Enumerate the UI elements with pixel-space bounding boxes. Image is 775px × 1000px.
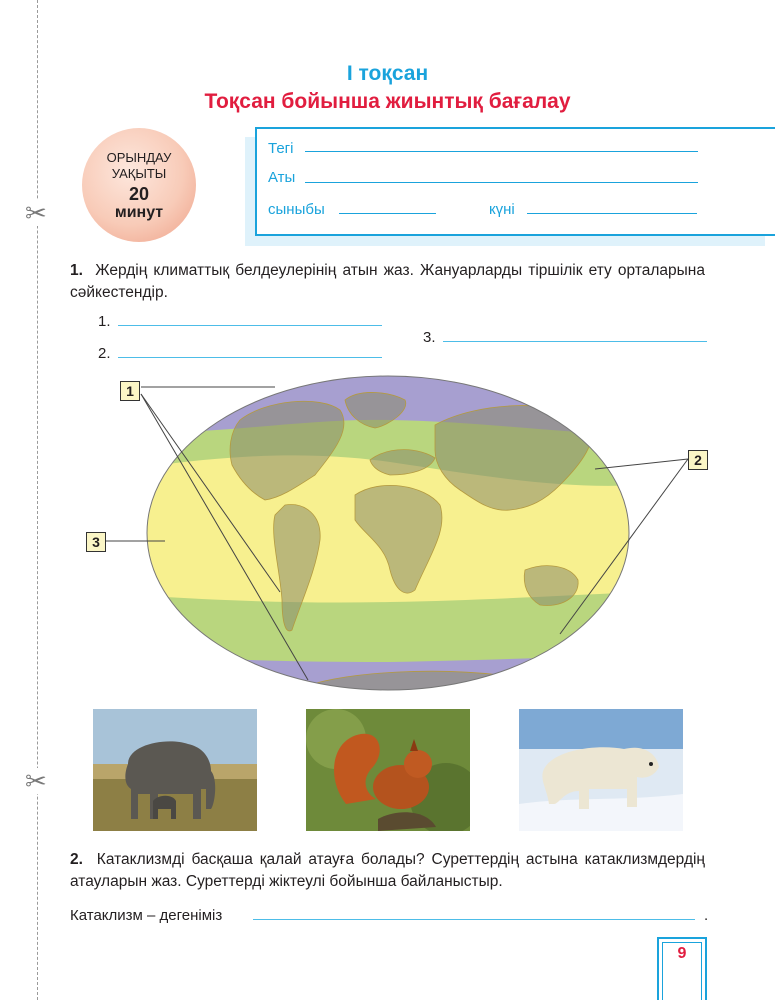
answer-field-3[interactable] — [443, 341, 707, 342]
class-field[interactable] — [339, 213, 436, 214]
cataclysm-answer-field[interactable] — [253, 919, 695, 920]
surname-label: Тегі — [268, 140, 294, 157]
task2-body: Катаклизмді басқаша қалай атауға болады? Суреттердің астына катаклизмдердің атауларын жаз. Суреттерді жіктеулі бойынша байланыстыр. — [70, 851, 705, 890]
answer-field-1[interactable] — [118, 325, 382, 326]
task1-number: 1. — [70, 262, 83, 279]
page-number: 9 — [677, 945, 687, 962]
date-field[interactable] — [527, 213, 697, 214]
polar-bear-photo — [519, 709, 683, 831]
surname-field[interactable] — [305, 151, 698, 152]
answer-label-3: 3. — [423, 329, 436, 346]
task1-body: Жердің климаттық белдеулерінің атын жаз. Жануарларды тіршілік ету орталарына сәйкестендір. — [70, 262, 705, 301]
cut-line — [37, 0, 38, 1000]
timer-label-2: УАҚЫТЫ — [111, 166, 167, 181]
date-label: күні — [489, 201, 515, 218]
timer-unit: минут — [114, 204, 164, 221]
quarter-title: I тоқсан — [346, 62, 429, 85]
class-label: сыныбы — [268, 201, 325, 218]
scissors-icon: ✂ — [25, 198, 47, 228]
elephant-photo — [93, 709, 257, 831]
map-label-2: 2 — [688, 450, 708, 470]
name-label: Аты — [268, 169, 296, 186]
answer-label-1: 1. — [98, 313, 111, 330]
timer-minutes: 20 — [128, 184, 150, 204]
timer-badge — [82, 128, 196, 242]
page-number-box — [657, 937, 707, 1000]
task2-number: 2. — [70, 851, 83, 868]
map-label-1: 1 — [120, 381, 140, 401]
cataclysm-end: . — [704, 907, 709, 924]
cataclysm-prompt: Катаклизм – дегеніміз — [70, 907, 223, 924]
timer-label-1: ОРЫНДАУ — [106, 150, 172, 165]
answer-field-2[interactable] — [118, 357, 382, 358]
student-form — [255, 127, 775, 236]
scissors-icon: ✂ — [25, 766, 47, 796]
map-label-3: 3 — [86, 532, 106, 552]
squirrel-photo — [306, 709, 470, 831]
answer-label-2: 2. — [98, 345, 111, 362]
task1-text — [70, 260, 705, 304]
climate-zone-map — [90, 370, 710, 700]
page-title: Тоқсан бойынша жиынтық бағалау — [204, 90, 571, 113]
task2-text — [70, 849, 705, 893]
name-field[interactable] — [305, 182, 698, 183]
